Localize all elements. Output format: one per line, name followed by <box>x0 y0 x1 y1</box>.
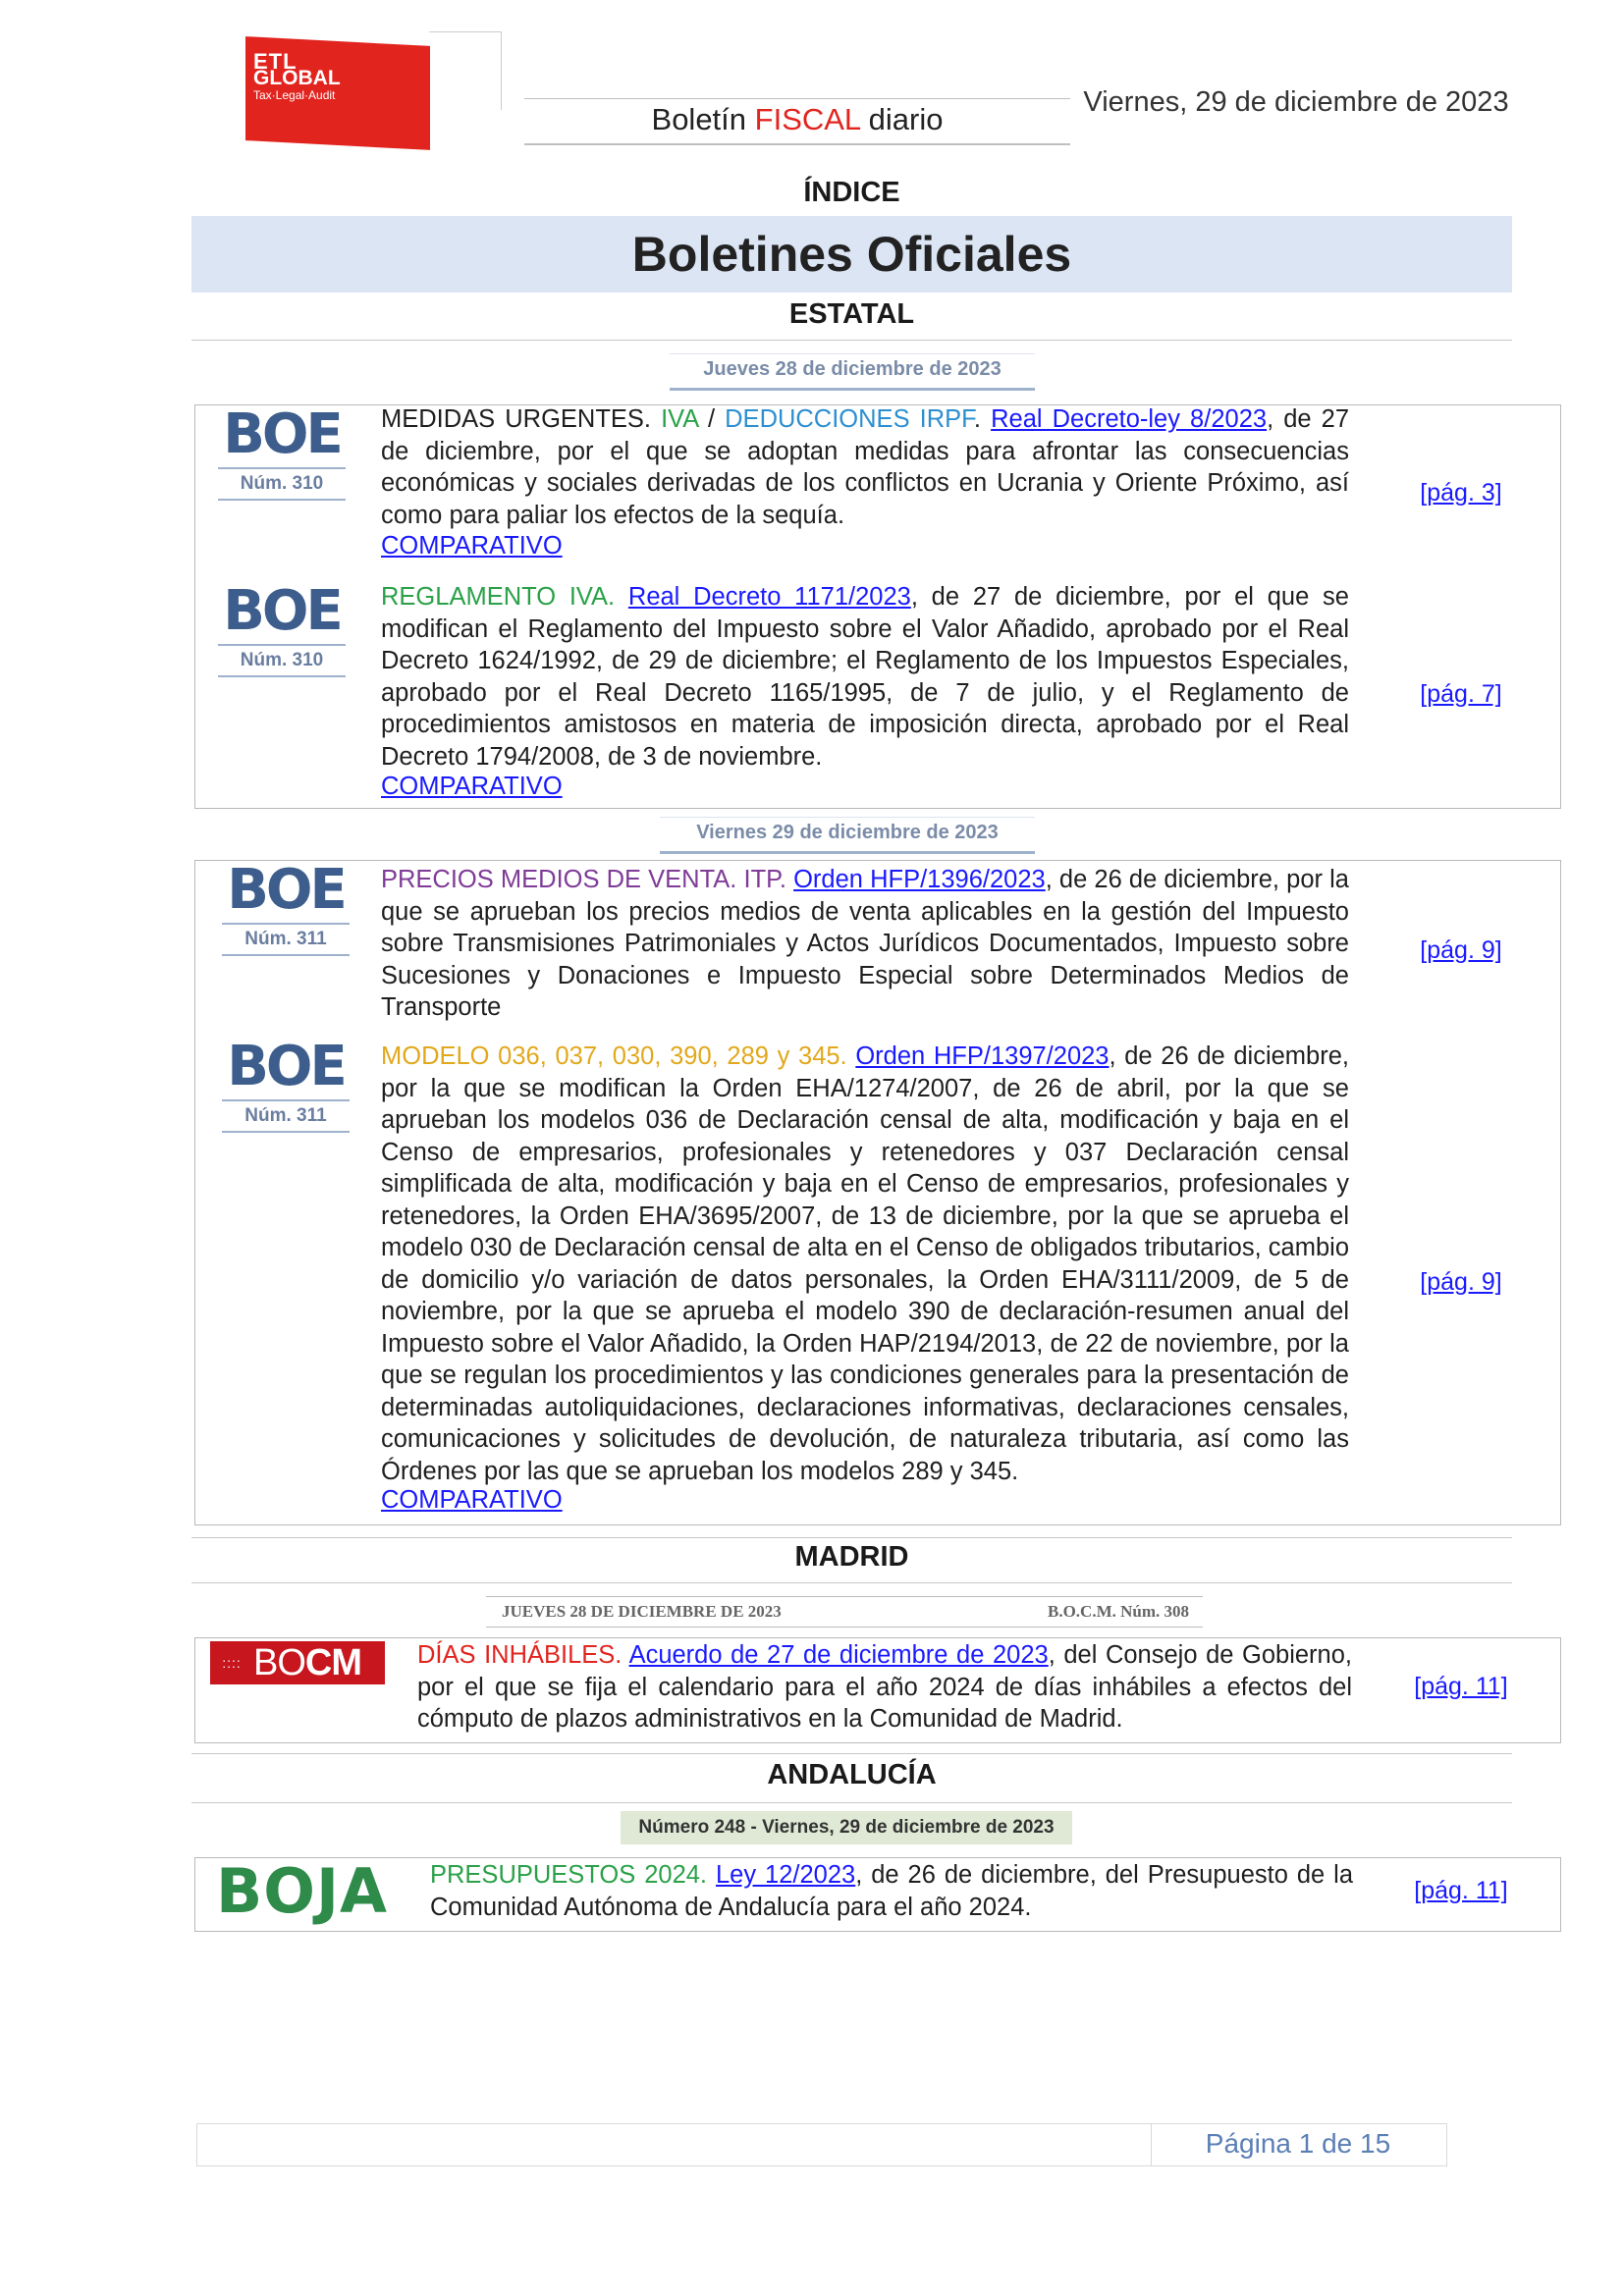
section-andalucia-rule-top <box>191 1753 1512 1754</box>
bocm-logo-bo: BO <box>253 1641 305 1683</box>
bulletin-title <box>524 102 1070 137</box>
boe-number: Núm. 310 <box>218 644 346 677</box>
entry-tag: PRESUPUESTOS 2024. <box>430 1861 716 1889</box>
page-ref-link[interactable]: [pág. 11] <box>1414 1673 1508 1700</box>
logo-text-global: GLOBAL <box>253 67 341 89</box>
entry-body: , del Consejo de Gobierno, por el que se fija el calendario para el año 2024 de días inhábiles a efectos del cómputo de plazos administrativos en la Comunidad de Madrid. <box>417 1641 1352 1733</box>
section-estatal: ESTATAL <box>788 298 915 330</box>
page-ref-link[interactable]: [pág. 9] <box>1420 1268 1502 1296</box>
entry-tag: MODELO 036, 037, 030, 390, 289 y 345. <box>381 1042 856 1070</box>
boe-logo <box>222 858 350 956</box>
page-ref-link[interactable]: [pág. 11] <box>1414 1877 1508 1904</box>
entry-text <box>417 1639 1352 1735</box>
page-ref-link[interactable]: [pág. 7] <box>1420 680 1502 708</box>
header-rule-bottom <box>524 143 1070 145</box>
entry-tag-end: . <box>973 405 992 433</box>
page-ref-link[interactable]: [pág. 3] <box>1420 479 1502 507</box>
logo-text-etl: ETL <box>253 49 298 74</box>
entry-tag: DÍAS INHÁBILES. <box>417 1641 629 1669</box>
boe-number: Núm. 310 <box>218 467 346 501</box>
entry-tag-iva: IVA <box>661 405 698 433</box>
entry-text <box>381 581 1349 773</box>
boe-mark: BOE <box>227 858 345 922</box>
index-heading: ÍNDICE <box>803 177 900 208</box>
entry-link[interactable]: Real Decreto-ley 8/2023 <box>991 405 1268 433</box>
bocm-tab-number: B.O.C.M. Núm. 308 <box>1048 1602 1190 1621</box>
bocm-logo <box>210 1641 385 1684</box>
title-prefix: Boletín <box>651 102 755 136</box>
comparativo-link[interactable]: COMPARATIVO <box>381 1486 563 1514</box>
date-tab-viernes: Viernes 29 de diciembre de 2023 <box>660 817 1035 854</box>
section-madrid-rule <box>191 1582 1512 1583</box>
entry-body: , de 26 de diciembre, por la que se modifican la Orden EHA/1274/2007, de 26 de abril, por la que se aprueban los modelos 036 de Declaración censal de alta, modificación y baja en el Censo de empresarios, profesionales y retenedores y 037 Declaración censal simplificada de alta, modificación y baja en el Censo de empresarios, profesionales y retenedores, la Orden EHA/3695/2007, de 13 de diciembre, por la que se aprueba el modelo 030 de Declaración censal de alta en el Censo de obligados tributarios, cambio de domicilio y/o variación de datos personales, la Orden EHA/3111/2009, de 5 de noviembre, por la que se aprueba el modelo 390 de declaración-resumen anual del Impuesto sobre el Valor Añadido, la Orden HAP/2194/2013, de 22 de noviembre, por la que se regulan los procedimientos y las condiciones generales para la presentación de determinadas autoliquidaciones, declaraciones informativas, declaraciones censales, comunicaciones y solicitudes de devolución, de naturaleza tributaria, así como las Órdenes por las que se aprueban los modelos 289 y 345. <box>381 1042 1349 1485</box>
boe-mark: BOE <box>227 1035 345 1098</box>
header-rule-top <box>524 98 1070 99</box>
entry-body: , de 26 de diciembre, por la que se aprueban los precios medios de venta aplicables en la gestión del Impuesto sobre Transmisiones Patrimoniales y Actos Jurídicos Documentados, Impuesto sobre Sucesiones y Donaciones e Impuesto Especial sobre Determinados Medios de Transporte <box>381 866 1349 1021</box>
title-suffix: diario <box>860 102 944 136</box>
section-madrid-rule-top <box>191 1537 1512 1538</box>
boe-mark: BOE <box>223 402 341 466</box>
entry-link[interactable]: Ley 12/2023 <box>715 1861 856 1889</box>
bocm-grid-icon: :::: <box>222 1655 242 1671</box>
entry-tag: PRECIOS MEDIOS DE VENTA. ITP. <box>381 866 794 893</box>
boe-logo <box>218 402 346 501</box>
comparativo-link[interactable]: COMPARATIVO <box>381 532 563 560</box>
entry-text <box>381 864 1349 1024</box>
logo-divider <box>429 31 502 32</box>
entry-tag: REGLAMENTO IVA. <box>381 583 628 611</box>
entry-body: , de 27 de diciembre, por el que se modifican el Reglamento del Impuesto sobre el Valor Añadido, aprobado por el Real Decreto 1624/1992, de 29 de diciembre; el Reglamento de los Impuestos Especiales, aprobado por el Real Decreto 1165/1995, de 7 de julio, y el Reglamento de procedimientos amistosos en materia de imposición directa, aprobado por el Real Decreto 1794/2008, de 3 de noviembre. <box>381 583 1349 771</box>
section-andalucia-rule <box>191 1802 1512 1803</box>
page-number: Página 1 de 15 <box>1205 2128 1391 2159</box>
entry-link[interactable]: Real Decreto 1171/2023 <box>627 583 911 611</box>
entry-link[interactable]: Acuerdo de 27 de diciembre de 2023 <box>628 1641 1049 1669</box>
index-banner: Boletines Oficiales <box>191 216 1512 293</box>
entry-tag-sep: / <box>697 405 726 433</box>
entry-link[interactable]: Orden HFP/1396/2023 <box>793 866 1046 893</box>
bulletin-date: Viernes, 29 de diciembre de 2023 <box>1083 86 1509 118</box>
page-ref-link[interactable]: [pág. 9] <box>1420 936 1502 964</box>
title-highlight: FISCAL <box>754 102 861 136</box>
logo-text-tagline: Tax·Legal·Audit <box>253 88 336 102</box>
entry-link[interactable]: Orden HFP/1397/2023 <box>855 1042 1110 1070</box>
boe-logo <box>218 579 346 677</box>
boja-date-tab: Número 248 - Viernes, 29 de diciembre de 2023 <box>621 1811 1072 1844</box>
comparativo-link[interactable]: COMPARATIVO <box>381 773 563 800</box>
date-tab-jueves: Jueves 28 de diciembre de 2023 <box>670 353 1035 391</box>
boe-mark: BOE <box>223 579 341 643</box>
entry-text <box>430 1859 1353 1923</box>
bocm-tab-date: JUEVES 28 DE DICIEMBRE DE 2023 <box>502 1602 782 1621</box>
entry-body: , de 27 de diciembre, por el que se adoptan medidas para afrontar las consecuencias económicas y sociales derivadas de los conflictos en Ucrania y Oriente Próximo, así como para paliar los efectos de la sequía. <box>381 405 1350 529</box>
boe-logo <box>222 1035 350 1133</box>
bocm-date-tab <box>486 1596 1203 1628</box>
section-madrid: MADRID <box>794 1541 909 1573</box>
entry-body: , de 26 de diciembre, del Presupuesto de la Comunidad Autónoma de Andalucía para el año 2024. <box>430 1861 1354 1921</box>
entry-text <box>381 403 1349 531</box>
boja-logo: BOJA <box>216 1855 389 1927</box>
logo-divider-vertical <box>501 31 502 110</box>
section-andalucia: ANDALUCÍA <box>767 1759 937 1790</box>
bocm-logo-cm: CM <box>304 1641 362 1683</box>
section-estatal-rule <box>191 340 1512 341</box>
entry-tag: MEDIDAS URGENTES. <box>381 405 662 433</box>
boe-number: Núm. 311 <box>222 923 350 956</box>
boe-number: Núm. 311 <box>222 1099 350 1133</box>
entry-text <box>381 1041 1349 1487</box>
entry-tag-irpf: DEDUCCIONES IRPF <box>725 405 974 433</box>
